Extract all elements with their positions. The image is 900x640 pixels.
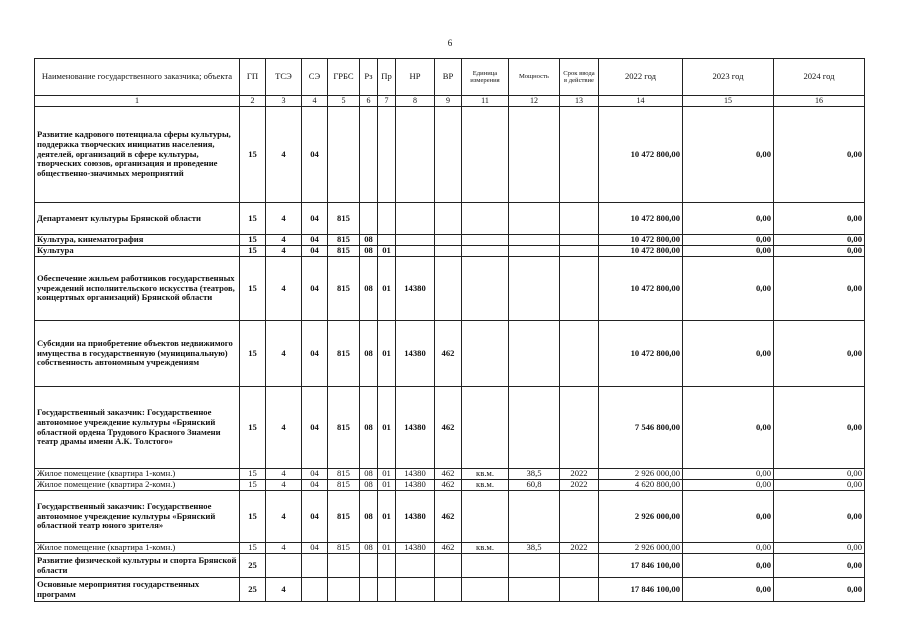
table-cell: 01 xyxy=(378,257,396,321)
table-cell: 14380 xyxy=(396,491,435,543)
table-cell xyxy=(360,578,378,602)
table-cell xyxy=(462,203,509,235)
table-cell xyxy=(302,554,328,578)
column-header-name: Наименование государственного заказчика; объекта xyxy=(35,59,240,96)
table-cell: 60,8 xyxy=(509,480,560,491)
table-cell xyxy=(396,246,435,257)
row-name-cell: Государственный заказчик: Государственное автономное учреждение культуры «Брянский областной театр юного зрителя» xyxy=(35,491,240,543)
table-cell: 462 xyxy=(435,469,462,480)
table-cell: 15 xyxy=(240,480,266,491)
table-cell: 2022 xyxy=(560,480,599,491)
table-row xyxy=(35,480,865,491)
table-cell: 0,00 xyxy=(774,554,865,578)
table-cell: 4 xyxy=(266,543,302,554)
table-cell: 4 xyxy=(266,246,302,257)
table-cell xyxy=(560,578,599,602)
table-cell: 17 846 100,00 xyxy=(599,578,683,602)
table-cell: 462 xyxy=(435,543,462,554)
table-cell: 14380 xyxy=(396,469,435,480)
table-cell xyxy=(462,554,509,578)
table-cell: 01 xyxy=(378,387,396,469)
table-cell: 2022 xyxy=(560,469,599,480)
table-cell: 15 xyxy=(240,203,266,235)
table-cell: 4 xyxy=(266,321,302,387)
table-cell: 01 xyxy=(378,321,396,387)
table-cell: 0,00 xyxy=(774,257,865,321)
column-number: 7 xyxy=(378,96,396,107)
row-name-cell: Развитие физической культуры и спорта Брянской области xyxy=(35,554,240,578)
column-header: ГП xyxy=(240,59,266,96)
table-cell: 815 xyxy=(328,321,360,387)
table-cell: 815 xyxy=(328,491,360,543)
table-cell xyxy=(435,107,462,203)
table-cell: 08 xyxy=(360,480,378,491)
table-cell xyxy=(378,107,396,203)
table-cell xyxy=(396,554,435,578)
table-cell xyxy=(328,578,360,602)
table-cell: кв.м. xyxy=(462,543,509,554)
column-header: Срок ввода в действие xyxy=(560,59,599,96)
table-cell: 10 472 800,00 xyxy=(599,235,683,246)
table-cell: 04 xyxy=(302,203,328,235)
page-number: 6 xyxy=(447,38,453,48)
table-cell xyxy=(360,203,378,235)
table-cell xyxy=(509,321,560,387)
table-cell: 4 620 800,00 xyxy=(599,480,683,491)
table-cell: 815 xyxy=(328,235,360,246)
table-cell: 2 926 000,00 xyxy=(599,543,683,554)
table-cell: 0,00 xyxy=(774,387,865,469)
table-cell: 10 472 800,00 xyxy=(599,257,683,321)
table-row xyxy=(35,246,865,257)
column-header: Рз xyxy=(360,59,378,96)
table-cell: 0,00 xyxy=(683,543,774,554)
table-cell: кв.м. xyxy=(462,469,509,480)
table-cell: 08 xyxy=(360,491,378,543)
table-cell: 0,00 xyxy=(774,543,865,554)
table-row xyxy=(35,257,865,321)
table-cell: 04 xyxy=(302,543,328,554)
column-number: 1 xyxy=(35,96,240,107)
table-cell: 10 472 800,00 xyxy=(599,321,683,387)
table-cell: 08 xyxy=(360,469,378,480)
table-cell: 04 xyxy=(302,246,328,257)
table-cell xyxy=(462,321,509,387)
table-cell: 0,00 xyxy=(683,246,774,257)
table-cell: 462 xyxy=(435,480,462,491)
table-cell: 08 xyxy=(360,235,378,246)
column-number: 12 xyxy=(509,96,560,107)
table-cell: 4 xyxy=(266,257,302,321)
table-cell xyxy=(509,235,560,246)
table-cell: 15 xyxy=(240,107,266,203)
column-number: 16 xyxy=(774,96,865,107)
table-cell: 4 xyxy=(266,491,302,543)
row-name-cell: Государственный заказчик: Государственное автономное учреждение культуры «Брянский областной ордена Трудового Красного Знамени театр драмы имени А.К. Толстого» xyxy=(35,387,240,469)
table-cell: 15 xyxy=(240,235,266,246)
table-cell: 14380 xyxy=(396,321,435,387)
table-cell: 0,00 xyxy=(683,235,774,246)
table-cell: 04 xyxy=(302,235,328,246)
table-cell: 10 472 800,00 xyxy=(599,246,683,257)
table-header xyxy=(35,59,865,107)
table-cell xyxy=(560,107,599,203)
table-row xyxy=(35,469,865,480)
table-cell xyxy=(435,235,462,246)
table-cell: 4 xyxy=(266,107,302,203)
column-header: Мощность xyxy=(509,59,560,96)
table-cell: 0,00 xyxy=(683,321,774,387)
table-cell xyxy=(360,554,378,578)
table-cell xyxy=(462,235,509,246)
table-cell xyxy=(328,554,360,578)
table-row xyxy=(35,203,865,235)
column-number: 6 xyxy=(360,96,378,107)
table-cell: 4 xyxy=(266,235,302,246)
table-cell xyxy=(378,578,396,602)
column-number: 3 xyxy=(266,96,302,107)
table-cell: 0,00 xyxy=(774,480,865,491)
table-row xyxy=(35,543,865,554)
column-header: Пр xyxy=(378,59,396,96)
table-cell: 462 xyxy=(435,491,462,543)
table-cell: 04 xyxy=(302,480,328,491)
table-cell: 2 926 000,00 xyxy=(599,491,683,543)
table-cell: 04 xyxy=(302,491,328,543)
column-number-row xyxy=(35,96,865,107)
row-name-cell: Культура, кинематография xyxy=(35,235,240,246)
table-cell: 815 xyxy=(328,543,360,554)
table-cell: 0,00 xyxy=(683,257,774,321)
table-cell: 0,00 xyxy=(683,491,774,543)
row-name-cell: Жилое помещение (квартира 2-комн.) xyxy=(35,480,240,491)
table-cell xyxy=(328,107,360,203)
table-cell: 0,00 xyxy=(774,235,865,246)
table-cell xyxy=(266,554,302,578)
table-cell: 10 472 800,00 xyxy=(599,107,683,203)
table-cell: 25 xyxy=(240,578,266,602)
column-number: 13 xyxy=(560,96,599,107)
table-cell: 01 xyxy=(378,480,396,491)
table-cell xyxy=(560,235,599,246)
table-cell xyxy=(396,235,435,246)
table-cell: 4 xyxy=(266,203,302,235)
table-cell xyxy=(435,257,462,321)
table-row xyxy=(35,491,865,543)
table-cell: 01 xyxy=(378,469,396,480)
table-cell: 815 xyxy=(328,469,360,480)
table-row xyxy=(35,107,865,203)
table-cell xyxy=(360,107,378,203)
column-header: 2023 год xyxy=(683,59,774,96)
table-cell: 04 xyxy=(302,107,328,203)
table-cell: 815 xyxy=(328,257,360,321)
table-cell: 462 xyxy=(435,321,462,387)
column-number: 4 xyxy=(302,96,328,107)
column-header: ТСЭ xyxy=(266,59,302,96)
row-name-cell: Департамент культуры Брянской области xyxy=(35,203,240,235)
table-cell: 2022 xyxy=(560,543,599,554)
table-cell: 7 546 800,00 xyxy=(599,387,683,469)
column-header: Единица измерения xyxy=(462,59,509,96)
column-header: 2022 год xyxy=(599,59,683,96)
table-cell: 10 472 800,00 xyxy=(599,203,683,235)
table-cell xyxy=(509,387,560,469)
table-cell xyxy=(560,246,599,257)
table-cell: 815 xyxy=(328,246,360,257)
row-name-cell: Культура xyxy=(35,246,240,257)
table-cell xyxy=(302,578,328,602)
table-cell xyxy=(396,578,435,602)
table-cell: 25 xyxy=(240,554,266,578)
table-cell xyxy=(396,203,435,235)
table-cell: 04 xyxy=(302,257,328,321)
table-cell: 815 xyxy=(328,387,360,469)
table-cell: 0,00 xyxy=(683,554,774,578)
row-name-cell: Жилое помещение (квартира 1-комн.) xyxy=(35,543,240,554)
budget-table xyxy=(34,58,865,602)
table-cell xyxy=(509,554,560,578)
table-cell: 15 xyxy=(240,321,266,387)
table-cell: 0,00 xyxy=(774,578,865,602)
table-cell xyxy=(509,203,560,235)
column-header: НР xyxy=(396,59,435,96)
table-cell: 0,00 xyxy=(774,246,865,257)
table-cell: 2 926 000,00 xyxy=(599,469,683,480)
table-cell: 01 xyxy=(378,491,396,543)
table-cell xyxy=(378,203,396,235)
table-cell: 15 xyxy=(240,257,266,321)
table-cell: 4 xyxy=(266,387,302,469)
table-cell: 08 xyxy=(360,257,378,321)
table-cell: 0,00 xyxy=(683,480,774,491)
table-cell: 08 xyxy=(360,321,378,387)
table-cell: 15 xyxy=(240,387,266,469)
table-cell: 08 xyxy=(360,387,378,469)
table-cell: кв.м. xyxy=(462,480,509,491)
table-cell xyxy=(560,387,599,469)
table-cell: 0,00 xyxy=(683,578,774,602)
table-cell: 0,00 xyxy=(774,203,865,235)
row-name-cell: Обеспечение жильем работников государственных учреждений исполнительского искусства (театров, концертных организаций) Брянской области xyxy=(35,257,240,321)
table-cell: 0,00 xyxy=(683,107,774,203)
row-name-cell: Основные мероприятия государственных программ xyxy=(35,578,240,602)
table-cell: 38,5 xyxy=(509,543,560,554)
table-cell: 14380 xyxy=(396,480,435,491)
table-cell: 0,00 xyxy=(774,469,865,480)
table-cell xyxy=(462,491,509,543)
table-cell: 38,5 xyxy=(509,469,560,480)
table-row xyxy=(35,578,865,602)
table-cell xyxy=(509,107,560,203)
column-header: СЭ xyxy=(302,59,328,96)
table-cell: 4 xyxy=(266,469,302,480)
table-cell xyxy=(509,578,560,602)
column-header: ГРБС xyxy=(328,59,360,96)
table-row xyxy=(35,321,865,387)
table-cell: 17 846 100,00 xyxy=(599,554,683,578)
table-cell: 15 xyxy=(240,491,266,543)
table-cell: 01 xyxy=(378,246,396,257)
row-name-cell: Развитие кадрового потенциала сферы культуры, поддержка творческих инициатив населения, деятелей, организаций в сфере культуры, творческих союзов, организация и проведение общественно-значимых мероприятий xyxy=(35,107,240,203)
table-cell xyxy=(378,235,396,246)
table-cell: 0,00 xyxy=(683,203,774,235)
table-cell: 08 xyxy=(360,246,378,257)
table-cell xyxy=(560,554,599,578)
table-cell xyxy=(435,554,462,578)
table-cell xyxy=(560,203,599,235)
table-row xyxy=(35,387,865,469)
table-cell xyxy=(462,387,509,469)
column-number: 9 xyxy=(435,96,462,107)
column-number: 11 xyxy=(462,96,509,107)
table-cell xyxy=(435,203,462,235)
table-cell: 15 xyxy=(240,469,266,480)
column-number: 2 xyxy=(240,96,266,107)
row-name-cell: Субсидии на приобретение объектов недвижимого имущества в государственную (муниципальную) собственность автономным учреждениям xyxy=(35,321,240,387)
column-number: 8 xyxy=(396,96,435,107)
table-cell xyxy=(509,246,560,257)
table-cell: 0,00 xyxy=(774,107,865,203)
table-cell xyxy=(560,491,599,543)
table-cell xyxy=(462,257,509,321)
column-number: 15 xyxy=(683,96,774,107)
table-cell xyxy=(435,578,462,602)
table-cell: 14380 xyxy=(396,257,435,321)
table-row xyxy=(35,235,865,246)
table-cell: 0,00 xyxy=(683,387,774,469)
table-row xyxy=(35,554,865,578)
table-cell: 04 xyxy=(302,321,328,387)
table-cell: 04 xyxy=(302,469,328,480)
table-cell: 04 xyxy=(302,387,328,469)
table-cell xyxy=(462,246,509,257)
table-cell: 4 xyxy=(266,578,302,602)
table-cell: 01 xyxy=(378,543,396,554)
table-cell: 0,00 xyxy=(774,491,865,543)
table-cell xyxy=(462,107,509,203)
table-cell: 4 xyxy=(266,480,302,491)
column-header: ВР xyxy=(435,59,462,96)
header-row xyxy=(35,59,865,96)
table-cell: 15 xyxy=(240,246,266,257)
table-cell xyxy=(462,578,509,602)
table-cell xyxy=(396,107,435,203)
table-cell xyxy=(509,257,560,321)
table-body xyxy=(35,107,865,602)
table-cell xyxy=(378,554,396,578)
column-number: 5 xyxy=(328,96,360,107)
table-cell: 14380 xyxy=(396,387,435,469)
table-cell: 15 xyxy=(240,543,266,554)
column-header: 2024 год xyxy=(774,59,865,96)
table-cell: 815 xyxy=(328,203,360,235)
table-cell xyxy=(509,491,560,543)
table-cell xyxy=(560,321,599,387)
table-cell: 0,00 xyxy=(774,321,865,387)
row-name-cell: Жилое помещение (квартира 1-комн.) xyxy=(35,469,240,480)
table-cell: 08 xyxy=(360,543,378,554)
table-cell: 462 xyxy=(435,387,462,469)
table-cell: 14380 xyxy=(396,543,435,554)
column-number: 14 xyxy=(599,96,683,107)
table-cell xyxy=(435,246,462,257)
table-cell: 815 xyxy=(328,480,360,491)
table-cell xyxy=(560,257,599,321)
table-cell: 0,00 xyxy=(683,469,774,480)
